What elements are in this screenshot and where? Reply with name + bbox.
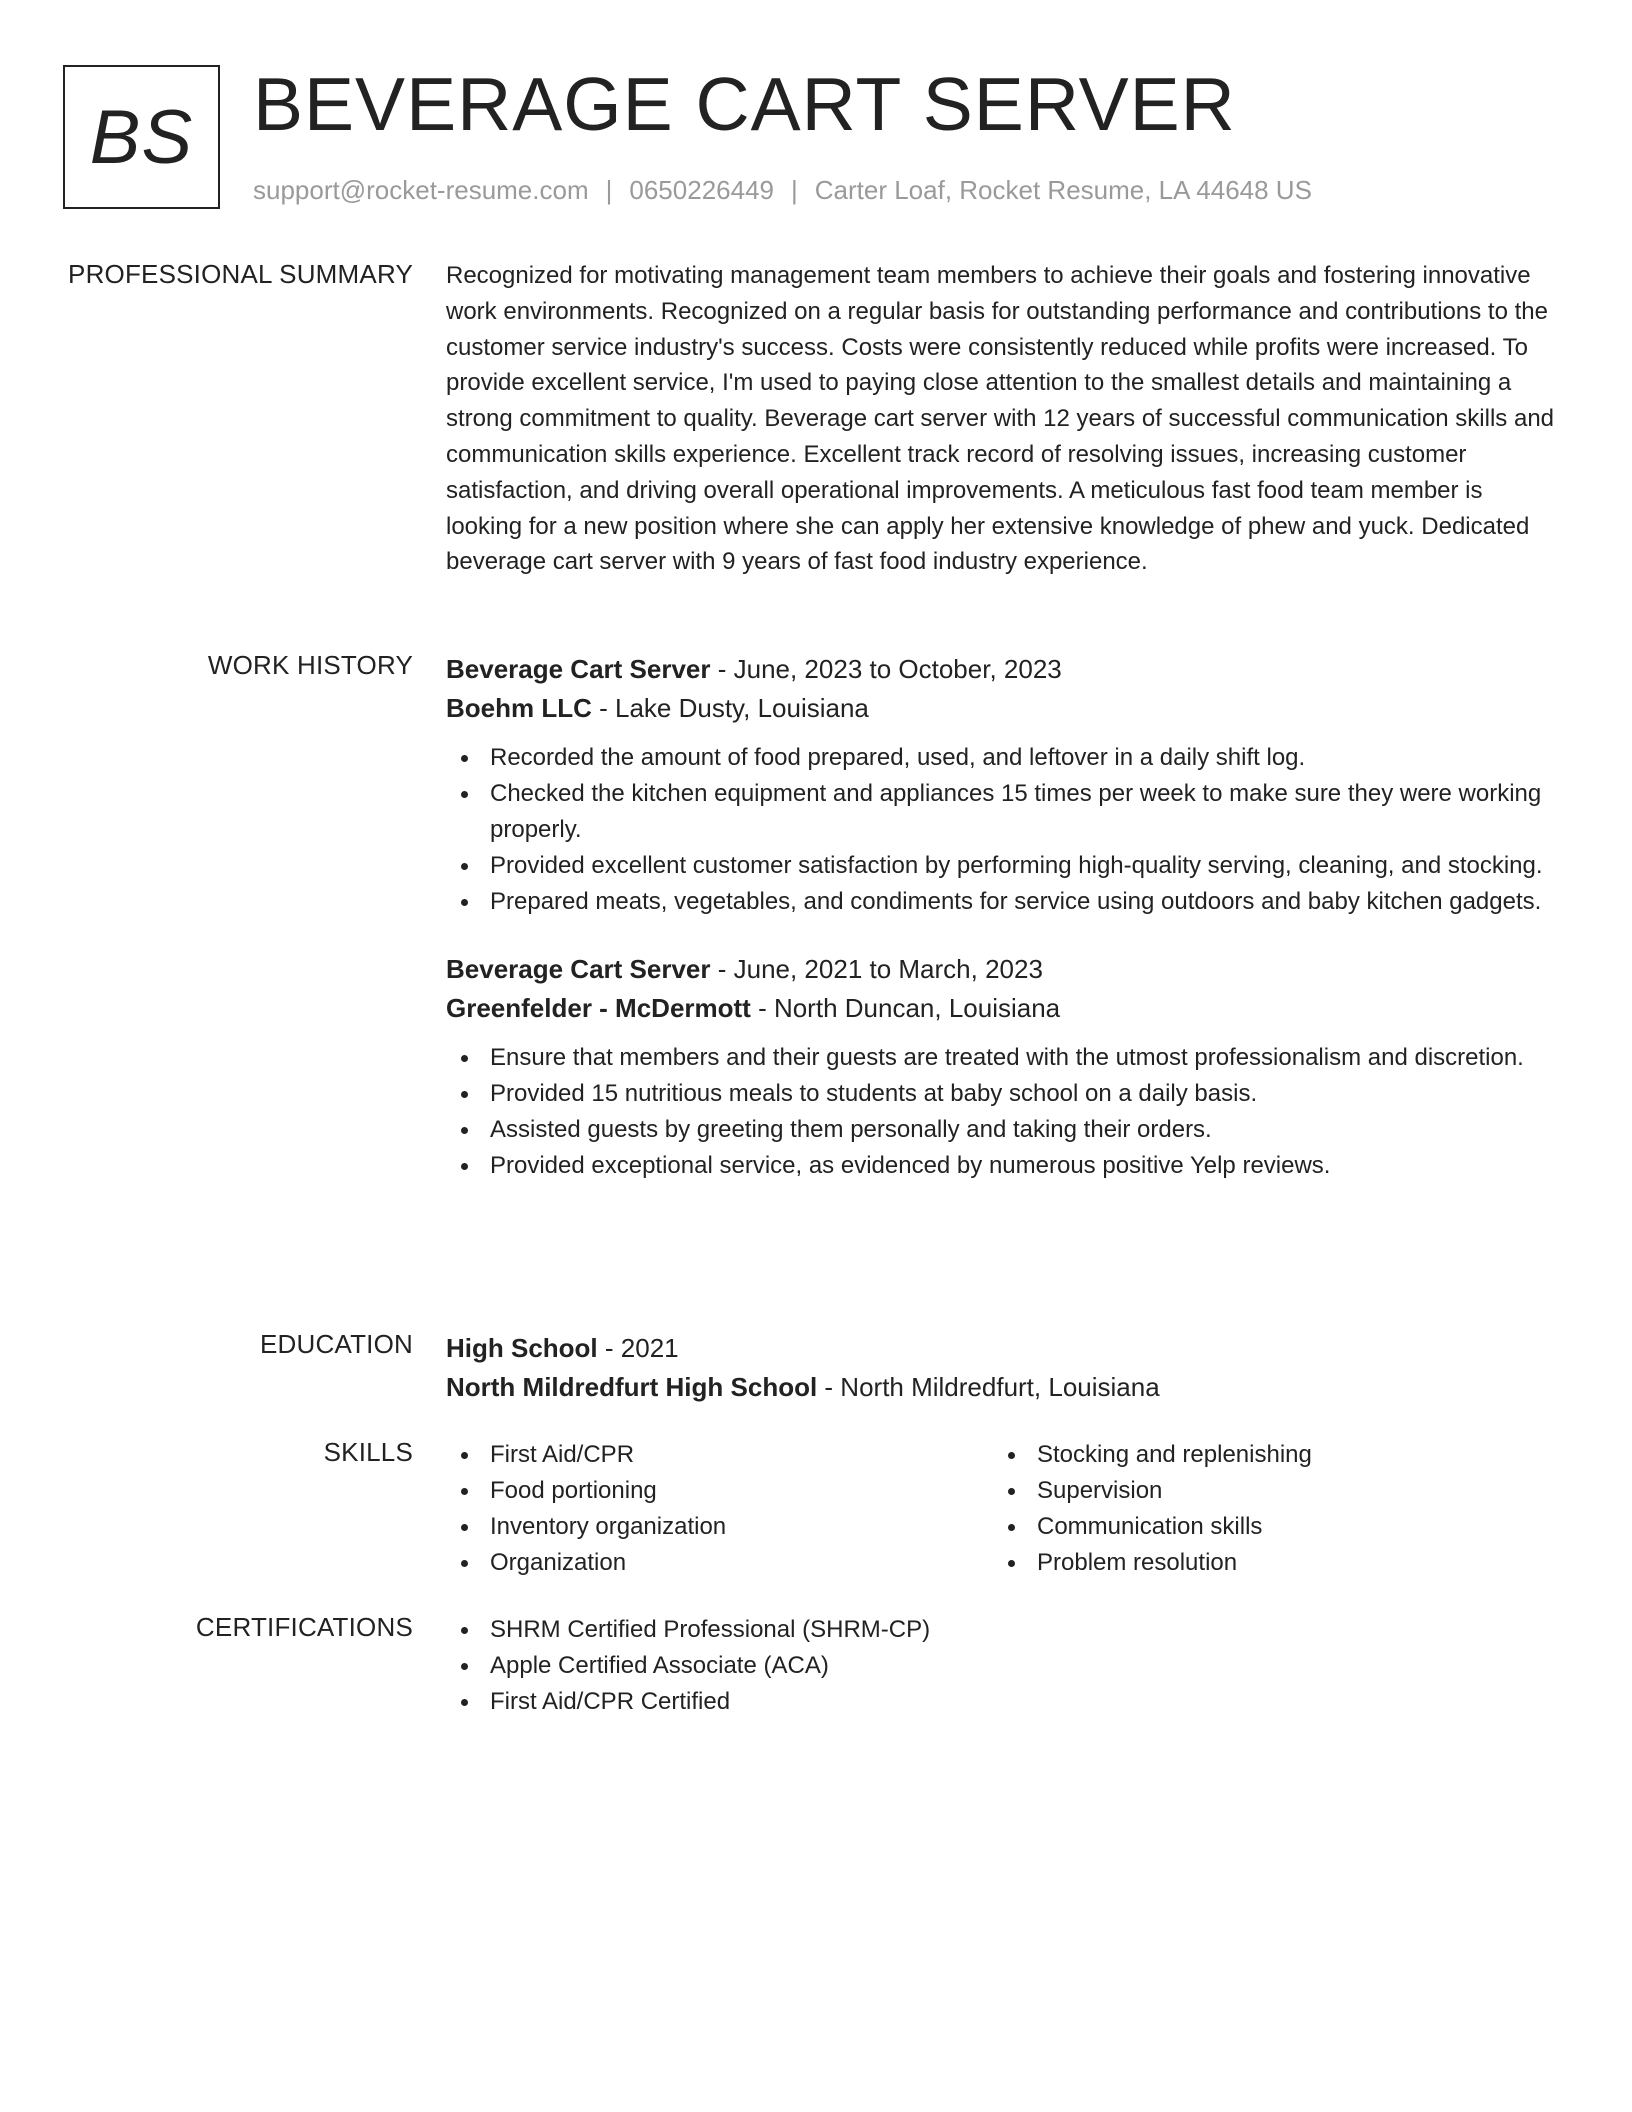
certifications-list bbox=[446, 1612, 1556, 1720]
job-title: Beverage Cart Server bbox=[446, 954, 711, 984]
job-entry bbox=[446, 650, 1556, 920]
job-duty-item: Provided excellent customer satisfaction by performing high-quality serving, cleaning, and stocking. bbox=[446, 848, 1556, 884]
resume-title: BEVERAGE CART SERVER bbox=[253, 62, 1236, 146]
job-title: Beverage Cart Server bbox=[446, 654, 711, 684]
job-company: Boehm LLC bbox=[446, 693, 592, 723]
job-location: - North Duncan, Louisiana bbox=[750, 993, 1061, 1023]
job-duty-item: Assisted guests by greeting them personally and taking their orders. bbox=[446, 1112, 1556, 1148]
job-dates: - June, 2021 to March, 2023 bbox=[710, 954, 1043, 984]
education-school-line bbox=[446, 1367, 1556, 1407]
job-duty-item: Ensure that members and their guests are treated with the utmost professionalism and discretion. bbox=[446, 1040, 1556, 1076]
job-duty-item: Provided 15 nutritious meals to students at baby school on a daily basis. bbox=[446, 1076, 1556, 1112]
job-entry bbox=[446, 950, 1556, 1184]
education-degree-line bbox=[446, 1329, 1556, 1367]
skills-column-right bbox=[993, 1437, 1540, 1581]
job-title-line bbox=[446, 650, 1556, 688]
section-label-skills: SKILLS bbox=[323, 1437, 413, 1467]
job-dates: - June, 2023 to October, 2023 bbox=[710, 654, 1062, 684]
job-title-line bbox=[446, 950, 1556, 988]
email[interactable]: support@rocket-resume.com bbox=[253, 175, 589, 205]
skill-item: Organization bbox=[446, 1545, 993, 1581]
job-location: - Lake Dusty, Louisiana bbox=[591, 693, 869, 723]
education-location: - North Mildredfurt, Louisiana bbox=[817, 1372, 1160, 1402]
certifications-body bbox=[446, 1612, 1556, 1720]
job-duty-item: Checked the kitchen equipment and appliances 15 times per week to make sure they were working properly. bbox=[446, 776, 1556, 848]
job-company: Greenfelder - McDermott bbox=[446, 993, 751, 1023]
section-label-education: EDUCATION bbox=[260, 1329, 413, 1359]
job-duties bbox=[446, 1040, 1556, 1184]
resume-header bbox=[63, 62, 1583, 211]
section-label-certifications: CERTIFICATIONS bbox=[195, 1612, 413, 1642]
skill-item: Communication skills bbox=[993, 1509, 1540, 1545]
work-history-body bbox=[446, 650, 1556, 1184]
job-company-line bbox=[446, 688, 1556, 728]
education-body bbox=[446, 1329, 1556, 1407]
skill-item: Food portioning bbox=[446, 1473, 993, 1509]
skill-item: Problem resolution bbox=[993, 1545, 1540, 1581]
certification-item: Apple Certified Associate (ACA) bbox=[446, 1648, 1556, 1684]
skill-item: Supervision bbox=[993, 1473, 1540, 1509]
separator: | bbox=[791, 175, 798, 205]
skill-item: Stocking and replenishing bbox=[993, 1437, 1540, 1473]
section-label-work-history: WORK HISTORY bbox=[207, 650, 413, 680]
job-duty-item: Prepared meats, vegetables, and condiments for service using outdoors and baby kitchen gadgets. bbox=[446, 884, 1556, 920]
certification-item: SHRM Certified Professional (SHRM-CP) bbox=[446, 1612, 1556, 1648]
skills-list bbox=[446, 1437, 1556, 1581]
job-duty-item: Recorded the amount of food prepared, used, and leftover in a daily shift log. bbox=[446, 740, 1556, 776]
separator: | bbox=[605, 175, 613, 205]
skill-item: First Aid/CPR bbox=[446, 1437, 993, 1473]
job-duties bbox=[446, 740, 1556, 920]
contact-line bbox=[253, 175, 1312, 206]
skill-item: Inventory organization bbox=[446, 1509, 993, 1545]
education-year: - 2021 bbox=[597, 1333, 679, 1363]
section-label-summary: PROFESSIONAL SUMMARY bbox=[68, 259, 413, 289]
job-company-line bbox=[446, 988, 1556, 1028]
skills-column-left bbox=[446, 1437, 993, 1581]
education-degree: High School bbox=[446, 1333, 598, 1363]
job-duty-item: Provided exceptional service, as evidenced by numerous positive Yelp reviews. bbox=[446, 1148, 1556, 1184]
address: Carter Loaf, Rocket Resume, LA 44648 US bbox=[814, 175, 1312, 205]
certification-item: First Aid/CPR Certified bbox=[446, 1684, 1556, 1720]
phone[interactable]: 0650226449 bbox=[629, 175, 774, 205]
education-school: North Mildredfurt High School bbox=[446, 1372, 818, 1402]
summary-text: Recognized for motivating management team members to achieve their goals and fostering innovative work environments. Recognized on a regular basis for outstanding performance and contributions to the customer service industry's success. Costs were consistently reduced while profits were increased. To provide excellent service, I'm used to paying close attention to the smallest details and maintaining a strong commitment to quality. Beverage cart server with 12 years of successful communication skills and communication skills experience. Excellent track record of resolving issues, increasing customer satisfaction, and driving overall operational improvements. A meticulous fast food team member is looking for a new position where she can apply her extensive knowledge of phew and yuck. Dedicated beverage cart server with 9 years of fast food industry experience. bbox=[446, 262, 1555, 576]
monogram-logo: BS bbox=[63, 65, 220, 209]
